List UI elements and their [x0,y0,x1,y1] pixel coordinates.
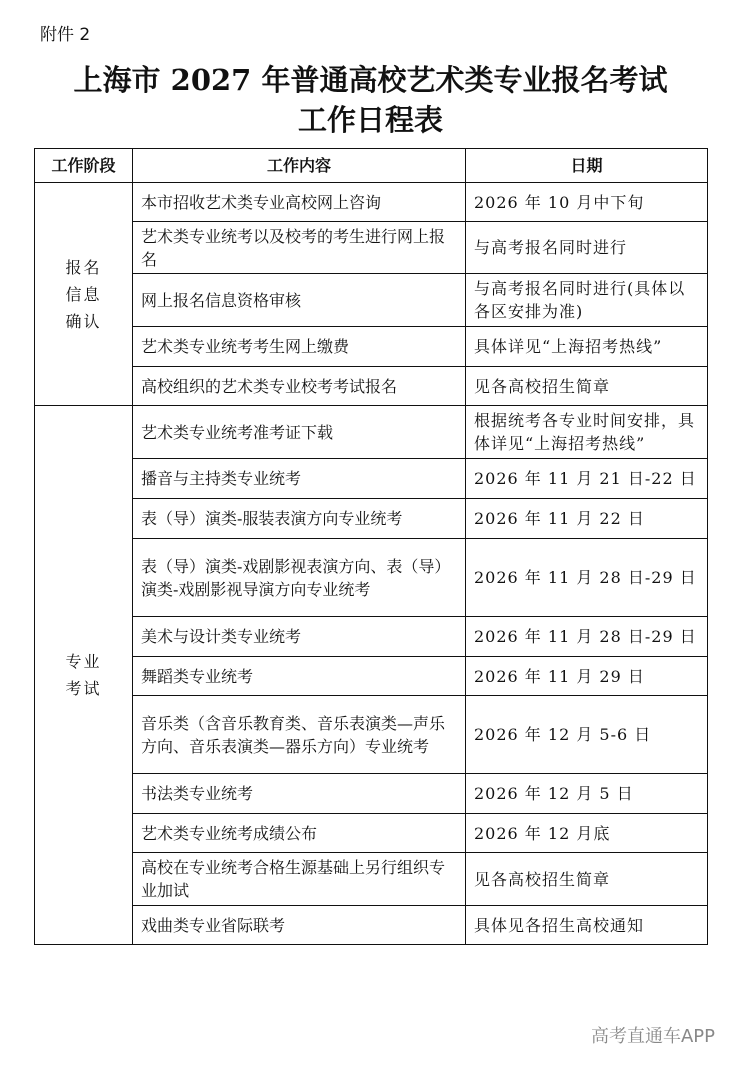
header-content: 工作内容 [133,149,466,183]
date-cell: 具体见各招生高校通知 [466,906,708,945]
content-cell: 音乐类（含音乐教育类、音乐表演类—声乐方向、音乐表演类—器乐方向）专业统考 [133,696,466,774]
table-row [35,814,708,853]
table-row [35,853,708,906]
table-row [35,406,708,459]
content-cell: 网上报名信息资格审核 [133,274,466,327]
content-cell: 书法类专业统考 [133,774,466,814]
watermark-text: 高考直通车APP [590,1026,715,1047]
table-row [35,459,708,499]
date-cell: 与高考报名同时进行 [466,222,708,274]
table-row [35,222,708,274]
date-cell: 2026 年 11 月 28 日-29 日 [466,539,708,617]
table-row [35,617,708,657]
date-cell: 2026 年 12 月 5 日 [466,774,708,814]
date-cell: 2026 年 10 月中下旬 [466,183,708,222]
content-cell: 戏曲类专业省际联考 [133,906,466,945]
content-cell: 艺术类专业统考成绩公布 [133,814,466,853]
content-cell: 表（导）演类-戏剧影视表演方向、表（导）演类-戏剧影视导演方向专业统考 [133,539,466,617]
date-cell: 见各高校招生简章 [466,853,708,906]
page-title: 上海市 2027 年普通高校艺术类专业报名考试 [73,63,668,97]
date-cell: 2026 年 12 月底 [466,814,708,853]
content-cell: 高校在专业统考合格生源基础上另行组织专业加试 [133,853,466,906]
date-cell: 与高考报名同时进行(具体以各区安排为准) [466,274,708,327]
table-row [35,274,708,327]
table-row [35,657,708,696]
header-stage: 工作阶段 [35,149,133,183]
attachment-label: 附件 2 [40,25,91,45]
table-row [35,906,708,945]
table-row [35,183,708,222]
table-row [35,774,708,814]
date-cell: 根据统考各专业时间安排，具体详见“上海招考热线” [466,406,708,459]
content-cell: 播音与主持类专业统考 [133,459,466,499]
content-cell: 艺术类专业统考考生网上缴费 [133,327,466,367]
content-cell: 舞蹈类专业统考 [133,657,466,696]
table-row [35,696,708,774]
stage-cell-exam: 专业考试 [35,406,133,945]
date-cell: 2026 年 11 月 29 日 [466,657,708,696]
table-row [35,539,708,617]
content-cell: 美术与设计类专业统考 [133,617,466,657]
date-cell: 2026 年 11 月 21 日-22 日 [466,459,708,499]
date-cell: 2026 年 12 月 5-6 日 [466,696,708,774]
table-row [35,327,708,367]
content-cell: 高校组织的艺术类专业校考考试报名 [133,367,466,406]
table-row [35,499,708,539]
date-cell: 2026 年 11 月 22 日 [466,499,708,539]
table-header-row [35,149,708,183]
content-cell: 艺术类专业统考准考证下载 [133,406,466,459]
table-row [35,367,708,406]
content-cell: 表（导）演类-服装表演方向专业统考 [133,499,466,539]
schedule-table [34,148,708,945]
content-cell: 艺术类专业统考以及校考的考生进行网上报名 [133,222,466,274]
content-cell: 本市招收艺术类专业高校网上咨询 [133,183,466,222]
header-date: 日期 [466,149,708,183]
stage-cell-registration: 报名信息确认 [35,183,133,406]
date-cell: 2026 年 11 月 28 日-29 日 [466,617,708,657]
page-subtitle: 工作日程表 [297,103,443,137]
date-cell: 具体详见“上海招考热线” [466,327,708,367]
date-cell: 见各高校招生简章 [466,367,708,406]
